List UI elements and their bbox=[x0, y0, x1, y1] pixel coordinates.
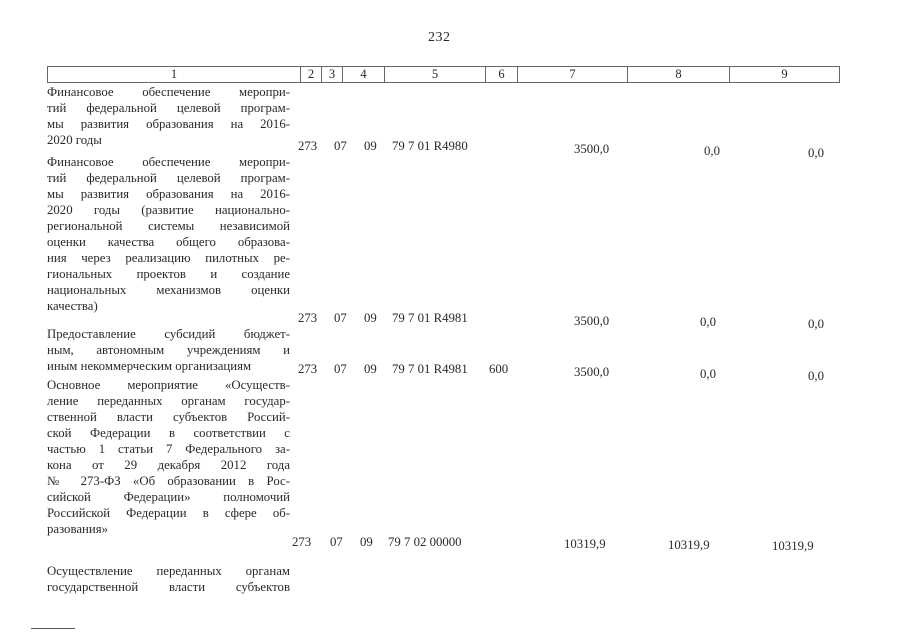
row-2-line: оценки качества общего образова- bbox=[47, 235, 290, 249]
row-4-col5: 79 7 02 00000 bbox=[388, 535, 462, 549]
row-2-line: качества) bbox=[47, 299, 98, 313]
row-3-col7: 3500,0 bbox=[574, 365, 610, 379]
row-4-line: ственной власти субъектов Россий- bbox=[47, 410, 290, 424]
header-col-5: 5 bbox=[385, 67, 486, 82]
row-2-line: региональной системы независимой bbox=[47, 219, 290, 233]
row-1-col2: 273 bbox=[298, 139, 318, 153]
row-4-line: Российской Федерации в сфере об- bbox=[47, 506, 290, 520]
row-1-col3: 07 bbox=[334, 139, 347, 153]
row-4-line: частью 1 статьи 7 Федерального за- bbox=[47, 442, 290, 456]
row-3-col6: 600 bbox=[489, 362, 509, 376]
row-4-line: сийской Федерации» полномочий bbox=[47, 490, 290, 504]
row-2-col8: 0,0 bbox=[700, 315, 716, 329]
row-2-col9: 0,0 bbox=[808, 317, 824, 331]
row-4-line: ление переданных органам государ- bbox=[47, 394, 290, 408]
row-1-description bbox=[47, 84, 290, 148]
row-1-col4: 09 bbox=[364, 139, 377, 153]
row-3-description bbox=[47, 326, 290, 374]
header-col-2: 2 bbox=[301, 67, 322, 82]
row-5-line: государственной власти субъектов bbox=[47, 580, 290, 594]
header-col-8: 8 bbox=[628, 67, 730, 82]
row-4-line: кона от 29 декабря 2012 года bbox=[47, 458, 290, 472]
row-4-col3: 07 bbox=[330, 535, 343, 549]
row-5-line: Осуществление переданных органам bbox=[47, 564, 290, 578]
row-4-line: ской Федерации в соответствии с bbox=[47, 426, 290, 440]
row-4-col9: 10319,9 bbox=[772, 539, 814, 553]
table-header bbox=[47, 66, 840, 83]
row-4-line: разования» bbox=[47, 522, 108, 536]
row-2-col4: 09 bbox=[364, 311, 377, 325]
row-3-line: ным, автономным учреждениям и bbox=[47, 343, 290, 357]
row-2-line: мы развития образования на 2016- bbox=[47, 187, 290, 201]
header-col-4: 4 bbox=[343, 67, 385, 82]
row-4-line: № 273-ФЗ «Об образовании в Рос- bbox=[47, 474, 290, 488]
row-3-col8: 0,0 bbox=[700, 367, 716, 381]
row-2-col3: 07 bbox=[334, 311, 347, 325]
header-col-9: 9 bbox=[781, 67, 788, 81]
row-1-col8: 0,0 bbox=[704, 144, 720, 158]
row-1-line: Финансовое обеспечение меропри- bbox=[47, 85, 290, 99]
row-2-line: национальных механизмов оценки bbox=[47, 283, 290, 297]
header-col-1: 1 bbox=[48, 67, 301, 82]
header-col-6: 6 bbox=[486, 67, 518, 82]
row-1-col9: 0,0 bbox=[808, 146, 824, 160]
row-2-line: гиональных проектов и создание bbox=[47, 267, 290, 281]
row-4-col8: 10319,9 bbox=[668, 538, 710, 552]
row-3-col9: 0,0 bbox=[808, 369, 824, 383]
row-2-col7: 3500,0 bbox=[574, 314, 610, 328]
row-2-line: 2020 годы (развитие национально- bbox=[47, 203, 290, 217]
row-4-description bbox=[47, 377, 290, 537]
row-1-line: 2020 годы bbox=[47, 133, 102, 147]
row-3-line: Предоставление субсидий бюджет- bbox=[47, 327, 290, 341]
row-1-col5: 79 7 01 R4980 bbox=[392, 139, 468, 153]
row-4-col2: 273 bbox=[292, 535, 312, 549]
row-2-line: тий федеральной целевой програм- bbox=[47, 171, 290, 185]
row-3-col5: 79 7 01 R4981 bbox=[392, 362, 468, 376]
row-1-line: мы развития образования на 2016- bbox=[47, 117, 290, 131]
row-5-description bbox=[47, 563, 290, 595]
row-3-line: иным некоммерческим организациям bbox=[47, 359, 252, 373]
row-2-line: Финансовое обеспечение меропри- bbox=[47, 155, 290, 169]
row-3-col4: 09 bbox=[364, 362, 377, 376]
row-2-description bbox=[47, 154, 290, 314]
row-1-line: тий федеральной целевой програм- bbox=[47, 101, 290, 115]
row-4-col4: 09 bbox=[360, 535, 373, 549]
row-2-line: ния через реализацию пилотных ре- bbox=[47, 251, 290, 265]
row-1-col7: 3500,0 bbox=[574, 142, 610, 156]
header-col-3: 3 bbox=[322, 67, 343, 82]
header-col-7: 7 bbox=[518, 67, 628, 82]
row-3-col3: 07 bbox=[334, 362, 347, 376]
page-number: 232 bbox=[428, 30, 451, 45]
row-2-col2: 273 bbox=[298, 311, 318, 325]
row-4-line: Основное мероприятие «Осуществ- bbox=[47, 378, 290, 392]
row-3-col2: 273 bbox=[298, 362, 318, 376]
footer-rule bbox=[31, 628, 75, 629]
row-4-col7: 10319,9 bbox=[564, 537, 606, 551]
row-2-col5: 79 7 01 R4981 bbox=[392, 311, 468, 325]
